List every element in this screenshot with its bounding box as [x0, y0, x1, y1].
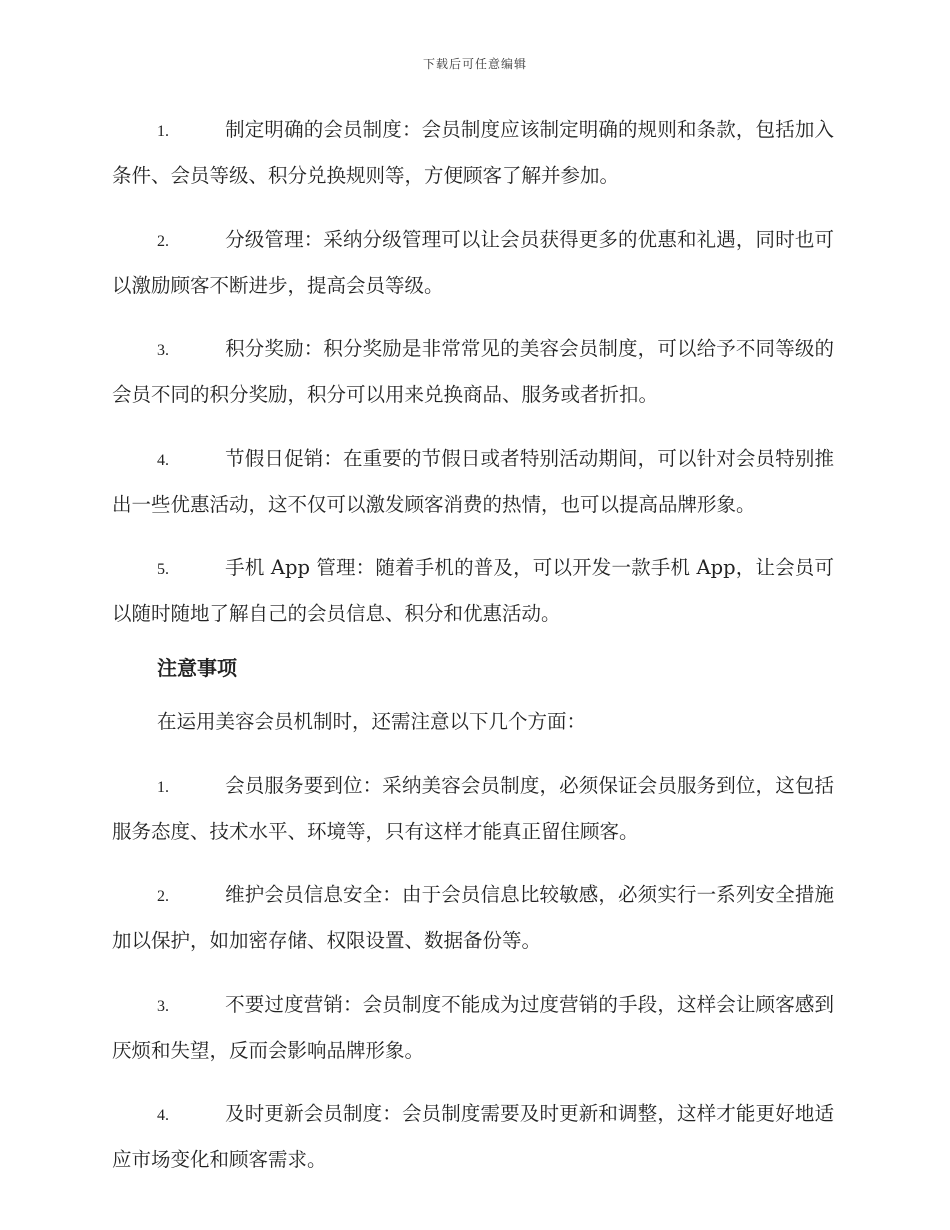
page-header: 下载后可任意编辑	[422, 57, 527, 71]
list-text: 节假日促销：在重要的节假日或者特别活动期间，可以针对会员特别推出一些优惠活动，这不仅可以激发顾客消费的热情，也可以提高品牌形象。	[112, 446, 834, 516]
list-item	[112, 108, 834, 198]
document-body	[112, 108, 834, 1192]
list-item	[112, 983, 834, 1073]
list-item	[112, 764, 834, 854]
list-text: 不要过度营销：会员制度不能成为过度营销的手段，这样会让顾客感到厌烦和失望，反而会影响品牌形象。	[112, 992, 834, 1062]
list-item	[112, 327, 834, 417]
list-text: 积分奖励：积分奖励是非常常见的美容会员制度，可以给予不同等级的会员不同的积分奖励，积分可以用来兑换商品、服务或者折扣。	[112, 337, 834, 406]
list-number: 4.	[157, 1107, 169, 1124]
list-item	[112, 218, 834, 308]
list-number: 2.	[157, 232, 169, 250]
list-item	[112, 873, 834, 963]
list-text: 制定明确的会员制度：会员制度应该制定明确的规则和条款，包括加入条件、会员等级、积分兑换规则等，方便顾客了解并参加。	[112, 118, 834, 187]
list-text: 维护会员信息安全：由于会员信息比较敏感，必须实行一系列安全措施加以保护，如加密存储、权限设置、数据备份等。	[112, 883, 834, 952]
list-number: 2.	[157, 888, 169, 905]
section-intro: 在运用美容会员机制时，还需注意以下几个方面：	[157, 710, 587, 733]
list-number: 1.	[157, 123, 169, 140]
list-number: 5.	[157, 561, 169, 578]
list-text: 手机 App 管理：随着手机的普及，可以开发一款手机 App，让会员可以随时随地了解自己的会员信息、积分和优惠活动。	[112, 556, 834, 625]
list-text: 会员服务要到位：采纳美容会员制度，必须保证会员服务到位，这包括服务态度、技术水平、环境等，只有这样才能真正留住顾客。	[112, 773, 834, 843]
list-number: 3.	[157, 997, 169, 1015]
list-number: 4.	[157, 451, 169, 469]
list-number: 3.	[157, 342, 169, 359]
list-text: 及时更新会员制度：会员制度需要及时更新和调整，这样才能更好地适应市场变化和顾客需求。	[112, 1102, 834, 1171]
list-item	[112, 1092, 834, 1182]
list-text: 分级管理：采纳分级管理可以让会员获得更多的优惠和礼遇，同时也可以激励顾客不断进步，提高会员等级。	[112, 227, 834, 297]
list-item	[112, 546, 834, 636]
section-heading: 注意事项	[157, 656, 237, 680]
list-number: 1.	[157, 778, 169, 796]
list-item	[112, 437, 834, 527]
